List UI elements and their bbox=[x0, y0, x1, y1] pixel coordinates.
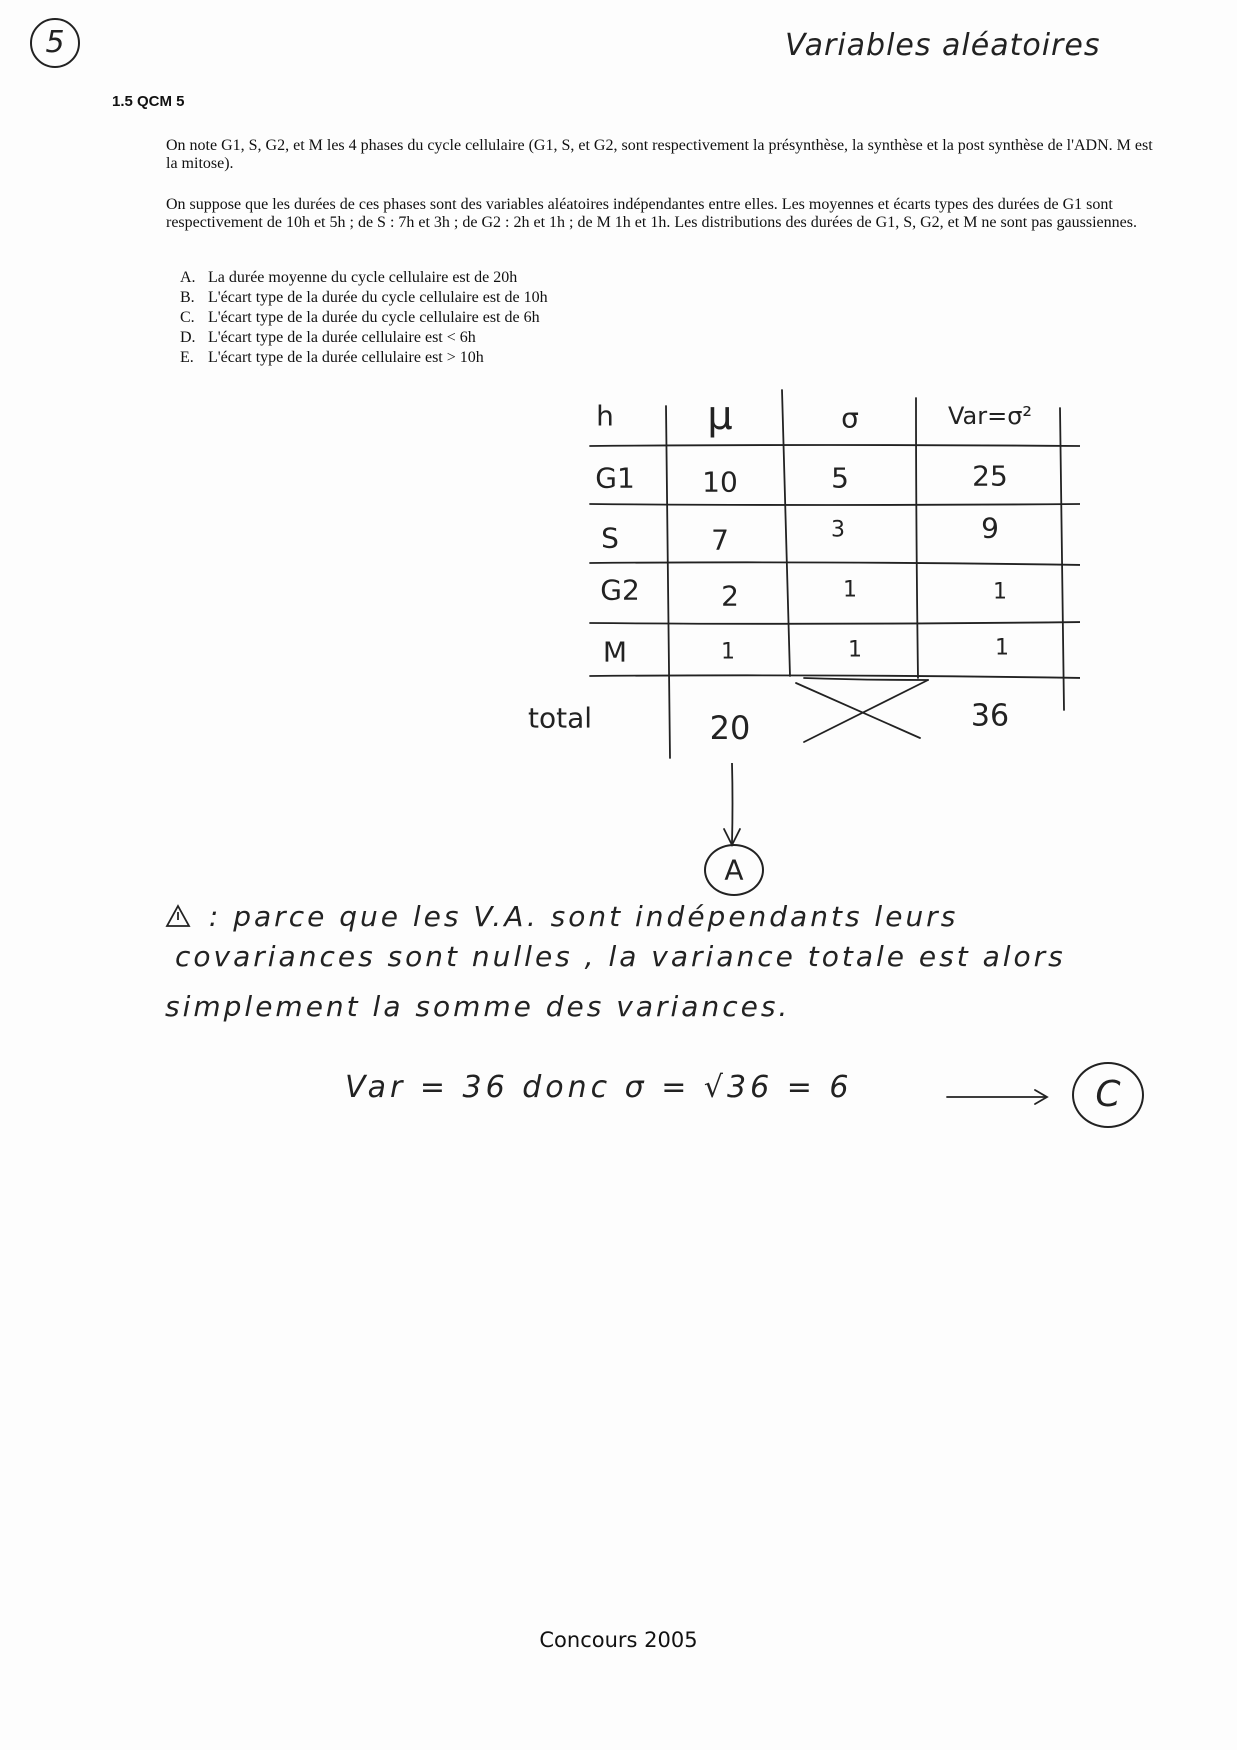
option-b bbox=[180, 288, 548, 308]
table-grid-lines bbox=[520, 378, 1080, 878]
calculation-line: Var = 36 donc σ = √36 = 6 bbox=[345, 1070, 853, 1105]
row-g2-label: G2 bbox=[600, 573, 640, 607]
question-paragraph-1: On note G1, S, G2, et M les 4 phases du cycle cellulaire (G1, S, et G2, sont respectivement la présynthèse, la synthèse et la post synthèse de l'ADN. M est la mitose). bbox=[166, 137, 1153, 172]
section-heading: 1.5 QCM 5 bbox=[112, 93, 185, 110]
row-m-mean: 1 bbox=[721, 639, 735, 665]
footer-text: Concours 2005 bbox=[539, 1628, 698, 1652]
option-e bbox=[180, 348, 548, 368]
header-sigma: σ bbox=[841, 401, 859, 435]
row-s-mean: 7 bbox=[711, 523, 729, 557]
row-m-var: 1 bbox=[995, 635, 1009, 661]
note-line-1 bbox=[165, 900, 958, 933]
row-g1-sigma: 5 bbox=[831, 461, 849, 495]
option-letter: E. bbox=[180, 349, 194, 366]
note-line-2: covariances sont nulles , la variance totale est alors bbox=[175, 940, 1066, 973]
header-var: Var=σ² bbox=[947, 402, 1033, 430]
option-c bbox=[180, 308, 548, 328]
option-text: La durée moyenne du cycle cellulaire est de 20h bbox=[208, 269, 518, 286]
option-text: L'écart type de la durée cellulaire est < 6h bbox=[208, 329, 476, 346]
row-g2-var: 1 bbox=[993, 579, 1007, 605]
answer-a-letter: A bbox=[724, 853, 744, 887]
row-g1-var: 25 bbox=[972, 459, 1008, 493]
total-var: 36 bbox=[970, 698, 1010, 734]
option-letter: C. bbox=[180, 309, 195, 326]
warning-triangle-icon bbox=[165, 904, 191, 928]
note-colon: : bbox=[208, 900, 234, 933]
arrow-down-icon bbox=[712, 763, 752, 853]
row-g2-sigma: 1 bbox=[843, 577, 857, 603]
option-letter: B. bbox=[180, 289, 195, 306]
row-s-var: 9 bbox=[981, 511, 999, 545]
header-h: h bbox=[596, 399, 614, 433]
option-letter: D. bbox=[180, 329, 196, 346]
row-s-label: S bbox=[601, 521, 619, 555]
row-g1-label: G1 bbox=[595, 461, 635, 495]
answer-options bbox=[180, 268, 548, 368]
answer-a-circle bbox=[704, 844, 764, 896]
note-line-1-text: parce que les V.A. sont indépendants leurs bbox=[233, 900, 959, 933]
row-m-sigma: 1 bbox=[848, 637, 862, 663]
note-line-3: simplement la somme des variances. bbox=[165, 990, 791, 1023]
total-label: total bbox=[527, 701, 593, 735]
header-mean: μ bbox=[707, 393, 733, 439]
question-paragraph-2: On suppose que les durées de ces phases sont des variables aléatoires indépendantes entre elles. Les moyennes et écarts types des durées de G1 sont respectivement de 10h et 5h ; de S : 7h et 3h ; de G2 : 2h et 1h ; de M 1h et 1h. Les distributions des durées de G1, S, G2, et M ne sont pas gaussiennes. bbox=[166, 196, 1137, 231]
answer-c-circle: C bbox=[1072, 1062, 1144, 1128]
total-mean: 20 bbox=[709, 709, 751, 747]
option-d bbox=[180, 328, 548, 348]
handwritten-table bbox=[520, 378, 1080, 887]
page-number-circle: 5 bbox=[30, 18, 80, 68]
row-g2-mean: 2 bbox=[721, 579, 739, 613]
option-a bbox=[180, 268, 548, 288]
header-topic: Variables aléatoires bbox=[785, 28, 1101, 63]
row-g1-mean: 10 bbox=[702, 465, 738, 499]
arrow-right-icon bbox=[945, 1085, 1055, 1109]
option-letter: A. bbox=[180, 269, 196, 286]
option-text: L'écart type de la durée du cycle cellulaire est de 6h bbox=[208, 309, 540, 326]
option-text: L'écart type de la durée du cycle cellulaire est de 10h bbox=[208, 289, 548, 306]
row-m-label: M bbox=[602, 635, 628, 669]
row-s-sigma: 3 bbox=[831, 517, 845, 543]
option-text: L'écart type de la durée cellulaire est > 10h bbox=[208, 349, 484, 366]
